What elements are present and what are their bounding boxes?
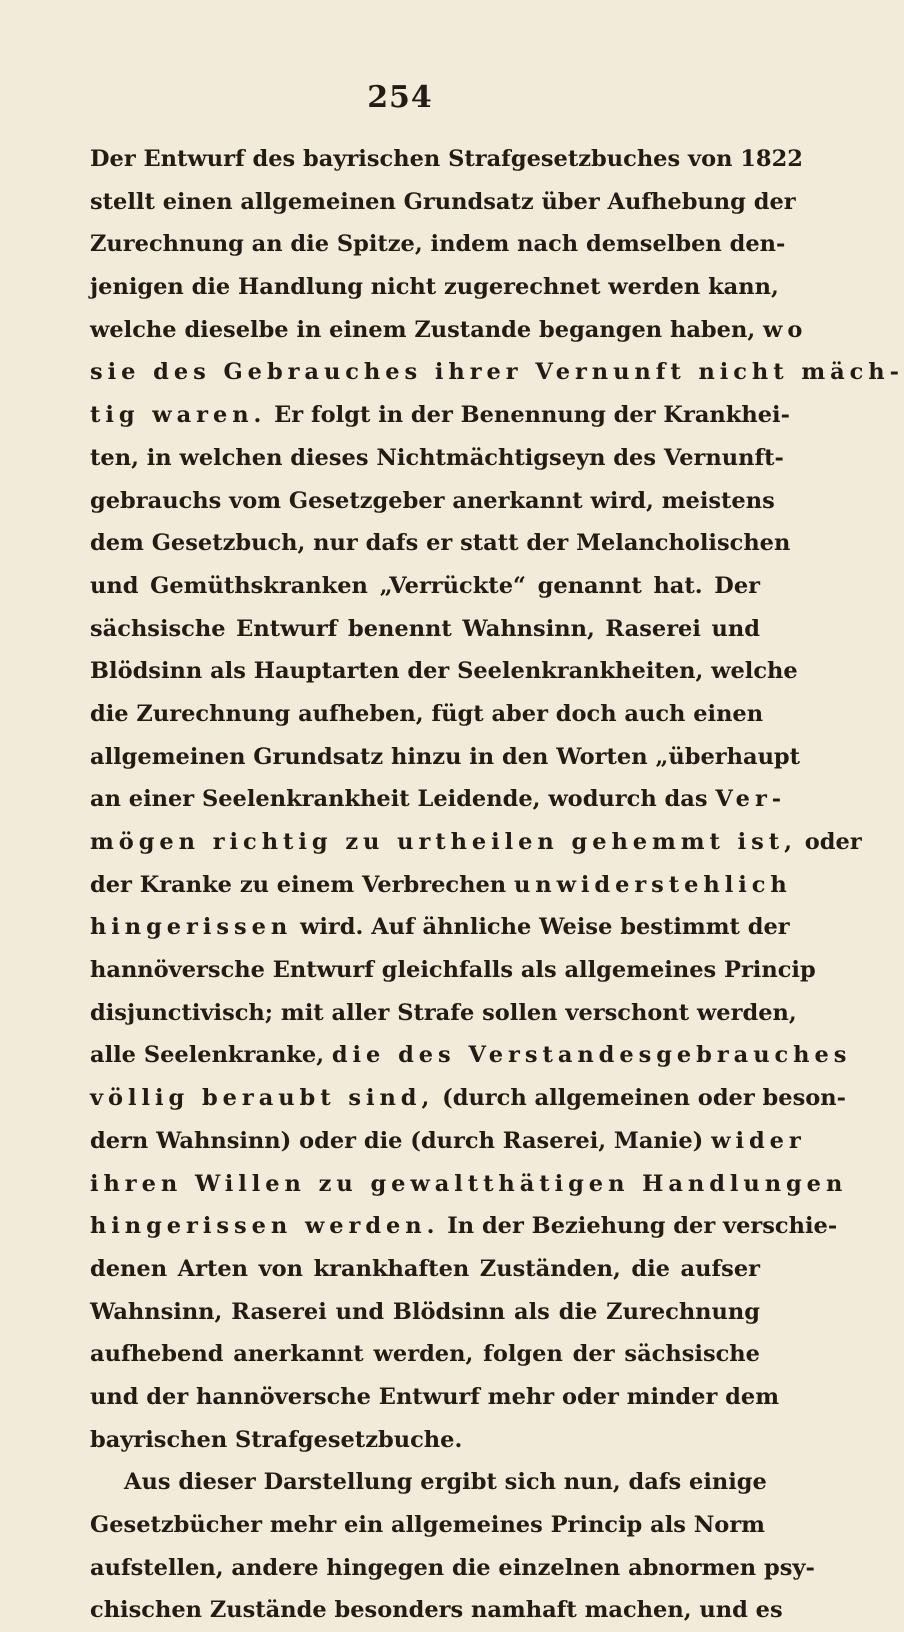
text-segment: Er folgt in der Benennung der Krankhei- [266, 402, 790, 429]
text-line [90, 821, 862, 864]
text-segment: Der Entwurf des bayrischen Strafgesetzbuches von 1822 [90, 146, 803, 172]
text-segment: disjunctivisch; mit aller Strafe sollen verschont werden, [90, 999, 797, 1026]
text-line [90, 1120, 806, 1163]
text-line [90, 992, 797, 1035]
text-segment: Blödsinn als Hauptarten der Seelenkrankheiten, welche [90, 658, 798, 685]
text-line [90, 394, 790, 437]
text-line [90, 1419, 760, 1462]
spaced-emphasis: hingerissen [90, 914, 293, 941]
text-segment: aufstellen, andere hingegen die einzelnen abnormen psy- [90, 1554, 815, 1581]
text-segment: der Kranke zu einem Verbrechen [90, 871, 514, 898]
text-segment: denen Arten von krankhaften Zuständen, die aufser [90, 1255, 760, 1282]
text-line [90, 181, 796, 224]
spaced-emphasis: hingerissen werden. [90, 1213, 440, 1240]
text-line [90, 522, 791, 565]
spaced-emphasis: ihren Willen zu gewaltthätigen Handlungen [90, 1170, 848, 1197]
text-segment: chischen Zustände besonders namhaft machen, und es [90, 1597, 783, 1624]
text-line [90, 693, 764, 736]
text-segment: dem Gesetzbuch, nur dafs er statt der Melancholischen [90, 530, 791, 557]
spaced-emphasis: sie des Gebrauches ihrer Vernunft nicht mäch- [90, 359, 904, 386]
text-segment: stellt einen allgemeinen Grundsatz über Aufhebung der [90, 188, 796, 215]
text-line [90, 1504, 765, 1547]
text-line [90, 1205, 838, 1248]
text-line [90, 480, 775, 523]
text-line [90, 266, 779, 309]
text-line [90, 608, 760, 651]
text-segment: In der Beziehung der verschie- [439, 1213, 838, 1240]
text-segment: und der hannöversche Entwurf mehr oder minder dem [90, 1383, 780, 1410]
text-segment: Gesetzbücher mehr ein allgemeines Princip als Norm [90, 1512, 765, 1538]
text-line [90, 1376, 780, 1419]
text-segment: an einer Seelenkrankheit Leidende, wodurch das [90, 786, 716, 813]
text-segment: bayrischen Strafgesetzbuche. [90, 1426, 463, 1453]
text-segment: wird. Auf ähnliche Weise bestimmt der [292, 914, 790, 941]
text-segment: jenigen die Handlung nicht zugerechnet werden kann, [90, 274, 779, 301]
text-line [90, 1163, 848, 1206]
text-segment: aufhebend anerkannt werden, folgen der sächsische [90, 1341, 760, 1368]
spaced-emphasis: Ver- [715, 786, 787, 813]
text-line [90, 736, 801, 779]
text-line [90, 1547, 815, 1590]
text-line [90, 864, 792, 907]
spaced-emphasis: tig waren. [90, 402, 267, 429]
text-line [90, 309, 808, 352]
text-line [90, 906, 790, 949]
text-segment: gebrauchs vom Gesetzgeber anerkannt wird, meistens [90, 487, 775, 514]
text-segment: allgemeinen Grundsatz hinzu in den Worten „überhaupt [90, 743, 801, 770]
spaced-emphasis: die des Verstandesgebrauches [331, 1042, 852, 1069]
text-line [90, 351, 904, 394]
text-line [90, 138, 803, 181]
text-segment: welche dieselbe in einem Zustande begangen haben, [90, 316, 763, 343]
text-line [90, 1034, 852, 1077]
text-line [90, 437, 784, 480]
text-line [90, 565, 760, 608]
text-line [90, 1333, 760, 1376]
text-line [90, 1291, 760, 1334]
text-line [90, 650, 798, 693]
spaced-emphasis: wo [763, 316, 808, 343]
text-segment: und Gemüthskranken „Verrückte“ genannt hat. Der [90, 572, 760, 599]
spaced-emphasis: unwiderstehlich [514, 871, 792, 898]
spaced-emphasis: wider [711, 1127, 806, 1154]
spaced-emphasis: völlig beraubt sind, [90, 1085, 435, 1112]
body-text [90, 138, 904, 1632]
text-line [90, 1589, 783, 1632]
text-segment: sächsische Entwurf benennt Wahnsinn, Raserei und [90, 615, 760, 642]
text-segment: hannöversche Entwurf gleichfalls als allgemeines Princip [90, 957, 816, 984]
text-segment: die Zurechnung aufheben, fügt aber doch auch einen [90, 700, 764, 727]
text-segment: Aus dieser Darstellung ergibt sich nun, dafs einige [124, 1469, 767, 1496]
text-line [90, 778, 787, 821]
text-line [90, 949, 816, 992]
text-line [90, 1461, 767, 1504]
text-line [90, 1248, 760, 1291]
spaced-emphasis: mögen richtig zu urtheilen gehemmt ist, [90, 829, 797, 855]
text-segment: oder [796, 829, 862, 855]
text-segment: Wahnsinn, Raserei und Blödsinn als die Zurechnung [90, 1298, 760, 1325]
text-segment: (durch allgemeinen oder beson- [434, 1085, 846, 1112]
text-segment: alle Seelenkranke, [90, 1042, 332, 1069]
text-segment: Zurechnung an die Spitze, indem nach demselben den- [90, 231, 786, 258]
page-number: 254 [367, 80, 433, 115]
text-segment: dern Wahnsinn) oder die (durch Raserei, Manie) [90, 1127, 712, 1154]
text-line [90, 223, 786, 266]
text-segment: ten, in welchen dieses Nichtmächtigseyn des Vernunft- [90, 444, 784, 471]
text-line [90, 1077, 846, 1120]
